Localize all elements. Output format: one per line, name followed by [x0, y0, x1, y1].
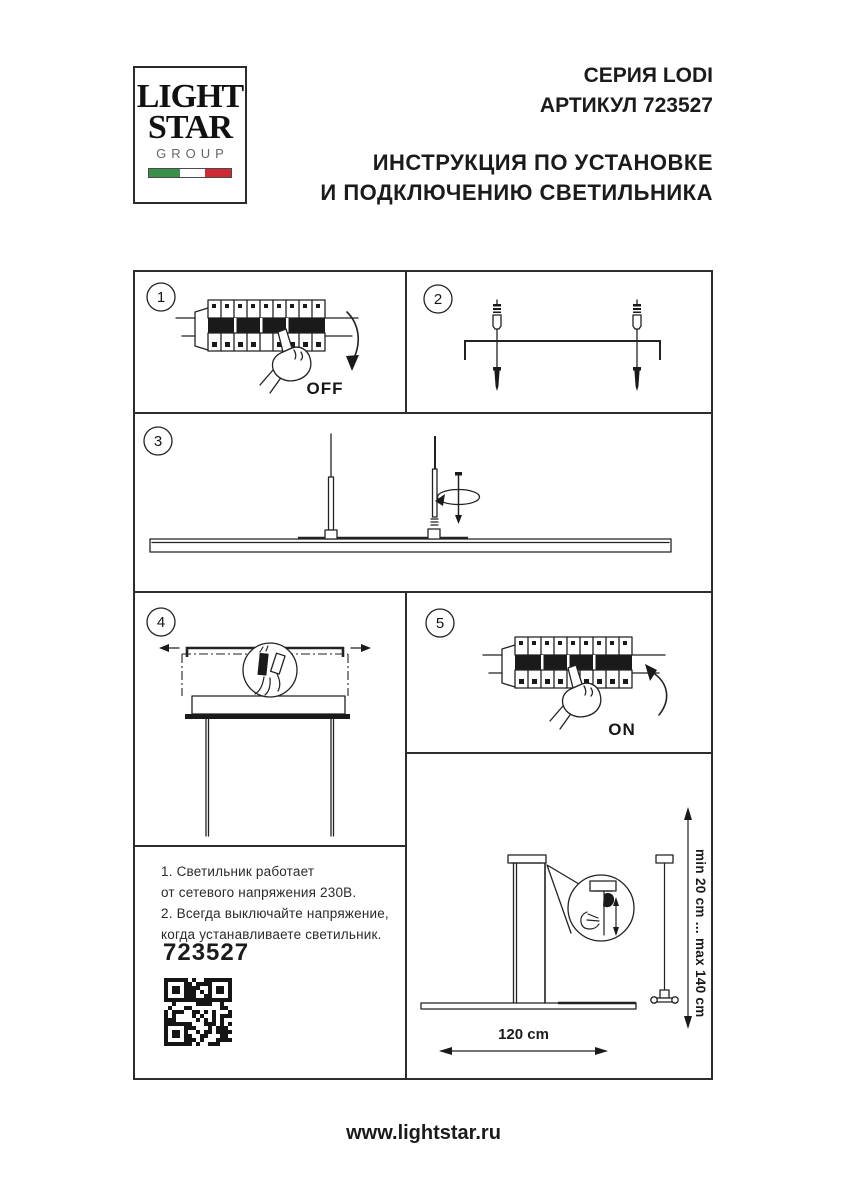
- pointing-hand-icon: [260, 329, 311, 393]
- article-label: АРТИКУЛ 723527: [539, 94, 713, 117]
- on-label: ON: [608, 720, 636, 739]
- width-label: 120 cm: [498, 1026, 549, 1043]
- step-4-illustration: [135, 593, 405, 845]
- off-label: OFF: [306, 379, 344, 398]
- safety-notes: [161, 861, 389, 945]
- logo-text-light: LIGHT: [136, 78, 244, 115]
- anchor-screw-left: [493, 300, 501, 391]
- canopy-base-bar: [185, 714, 350, 719]
- suspension-rod-left: [325, 434, 337, 539]
- italian-flag-stripe: [148, 168, 232, 178]
- height-range-label: min 20 cm ... max 140 cm: [693, 849, 708, 1018]
- height-dimension-arrow: [684, 807, 692, 1029]
- side-bolt-left: [159, 644, 179, 652]
- lamp-bar-illustration: [150, 539, 671, 552]
- step-5-number: 5: [435, 615, 445, 632]
- step-5-panel: [405, 591, 713, 754]
- note-line-3: 2. Всегда выключайте напряжение,: [161, 906, 389, 921]
- lightstar-logo: [133, 66, 247, 204]
- anchor-screw-right: [633, 300, 641, 391]
- step-3-panel: [133, 412, 713, 593]
- suspension-rod-right: [428, 436, 440, 539]
- suspension-cables: [206, 719, 334, 836]
- dimensions-panel: [405, 752, 713, 1080]
- screw-rotation-icon: [435, 472, 480, 524]
- width-dimension-arrow: [439, 1047, 608, 1055]
- step-3-illustration: [135, 414, 711, 591]
- step-1-illustration: [135, 272, 405, 412]
- article-number: 723527: [163, 939, 250, 966]
- step-5-illustration: [407, 593, 711, 752]
- note-line-1: 1. Светильник работает: [161, 864, 315, 879]
- series-label: СЕРИЯ LODI: [583, 64, 713, 87]
- canopy-box-illustration: [192, 696, 345, 714]
- step-2-illustration: [407, 272, 711, 412]
- qr-code: [164, 978, 232, 1046]
- logo-text-star: STAR: [147, 109, 233, 146]
- flag-red-segment: [205, 169, 231, 177]
- note-line-2: от сетевого напряжения 230В.: [161, 885, 357, 900]
- mounting-bracket-illustration: [465, 341, 660, 360]
- instruction-title-line1: ИНСТРУКЦИЯ ПО УСТАНОВКЕ: [372, 150, 713, 175]
- flag-white-segment: [180, 169, 205, 177]
- note-line-4: когда устанавливаете светильник.: [161, 927, 382, 942]
- step-1-panel: [133, 270, 407, 414]
- step-4-panel: [133, 591, 407, 847]
- side-bolt-right: [351, 644, 371, 652]
- instruction-title: [320, 148, 713, 208]
- flag-green-segment: [149, 169, 180, 177]
- step-4-number: 4: [156, 614, 166, 631]
- notes-panel: [133, 845, 407, 1080]
- arrow-down-head-icon: [346, 355, 359, 371]
- circuit-breaker-illustration: [176, 300, 358, 351]
- instruction-title-line2: И ПОДКЛЮЧЕНИЮ СВЕТИЛЬНИКА: [320, 180, 713, 205]
- single-cable-illustration: [651, 855, 678, 1003]
- step-1-number: 1: [156, 289, 166, 306]
- wiring-detail-circle: [243, 643, 297, 697]
- step-3-number: 3: [153, 433, 163, 450]
- step-2-number: 2: [433, 291, 443, 308]
- logo-text-group: GROUP: [156, 146, 229, 161]
- step-2-panel: [405, 270, 713, 414]
- arrow-up-curve-icon: [652, 672, 667, 715]
- cable-adjuster-detail-circle: [547, 865, 634, 941]
- website-url: www.lightstar.ru: [346, 1122, 501, 1144]
